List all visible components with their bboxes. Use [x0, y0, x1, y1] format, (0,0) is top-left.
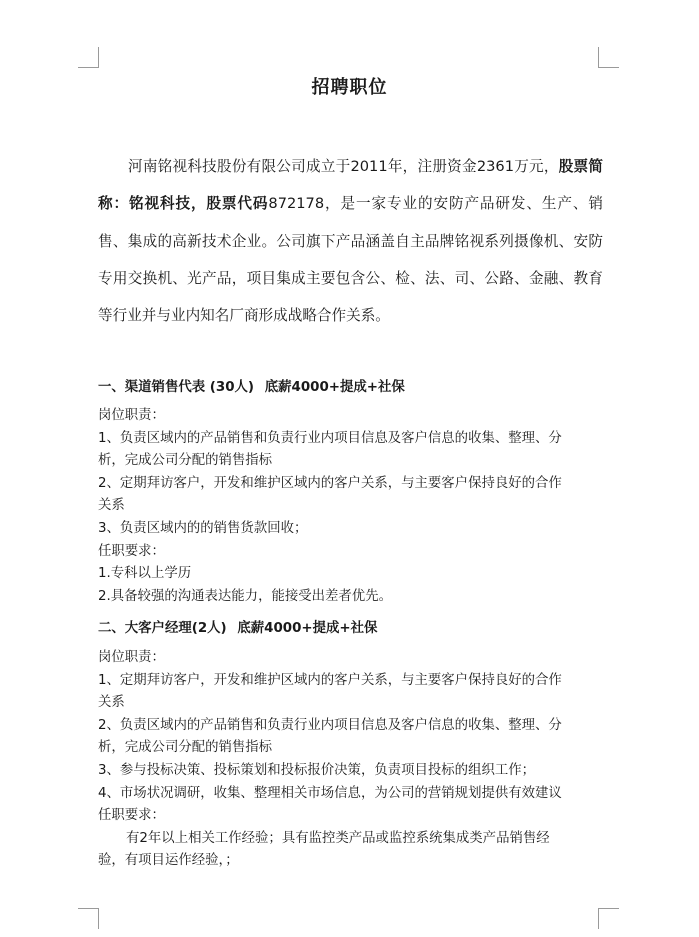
section-2-body [98, 647, 600, 873]
section-2-line: 有2年以上相关工作经验；具有监控类产品或监控系统集成类产品销售经 [126, 830, 550, 846]
section-1-salary: 底薪4000+提成+社保 [264, 380, 405, 395]
intro-text-1: 河南铭视科技股份有限公司成立于2011年，注册资金2361万元， [128, 158, 559, 175]
section-1-body [98, 405, 600, 608]
section-2-line: 4、市场状况调研，收集、整理相关市场信息，为公司的营销规划提供有效建议 [98, 785, 562, 801]
section-1-line: 1.专科以上学历 [98, 566, 192, 582]
section-2-title: 二、大客户经理(2人) [98, 621, 227, 636]
intro-bold-stock: 股票简称：铭视科技，股票代码 [98, 158, 603, 213]
section-2-line: 1、定期拜访客户，开发和维护区域内的客户关系，与主要客户保持良好的合作 [98, 672, 562, 688]
section-2-line: 关系 [98, 695, 125, 711]
section-2-line: 3、参与投标决策、投标策划和投标报价决策，负责项目投标的组织工作； [98, 762, 536, 778]
section-1-line: 岗位职责： [98, 408, 165, 423]
section-2-line: 2、负责区域内的产品销售和负责行业内项目信息及客户信息的收集、整理、分 [98, 717, 562, 733]
section-1-line: 2.具备较强的沟通表达能力，能接受出差者优先。 [98, 588, 392, 604]
section-2-line: 任职要求： [98, 808, 165, 824]
section-1-title: 一、渠道销售代表 (30人) [98, 380, 255, 395]
section-2-line: 验，有项目运作经验，； [98, 853, 239, 869]
section-2-heading [98, 617, 383, 636]
crop-mark-bottom-left [78, 908, 99, 929]
section-1-line: 1、负责区域内的产品销售和负责行业内项目信息及客户信息的收集、整理、分 [98, 430, 562, 446]
crop-mark-bottom-right [598, 908, 619, 929]
company-intro [98, 148, 603, 334]
section-1-line: 关系 [98, 498, 125, 514]
crop-mark-top-right [598, 47, 619, 68]
section-2-line: 岗位职责： [98, 650, 165, 665]
section-1-line: 析，完成公司分配的销售指标 [98, 453, 273, 469]
intro-stock-code: 872178 [268, 195, 325, 213]
crop-mark-top-left [78, 47, 99, 68]
section-1-heading [98, 376, 411, 395]
section-2-salary: 底薪4000+提成+社保 [237, 621, 378, 636]
page-title: 招聘职位 [311, 77, 388, 98]
intro-text-2: ，是一家专业的安防产品研发、生产、销售、集成的高新技术企业。公司旗下产品涵盖自主品牌铭视系列摄像机、安防专用交换机、光产品，项目集成主要包含公、检、法、司、公路、金融、教育等行业并与业内知名厂商形成战略合作关系。 [98, 195, 603, 325]
section-1-line: 任职要求： [98, 543, 165, 559]
section-1-line: 3、负责区域内的的销售货款回收； [98, 520, 308, 536]
section-2-line: 析，完成公司分配的销售指标 [98, 740, 273, 756]
section-1-line: 2、定期拜访客户，开发和维护区域内的客户关系，与主要客户保持良好的合作 [98, 475, 562, 491]
